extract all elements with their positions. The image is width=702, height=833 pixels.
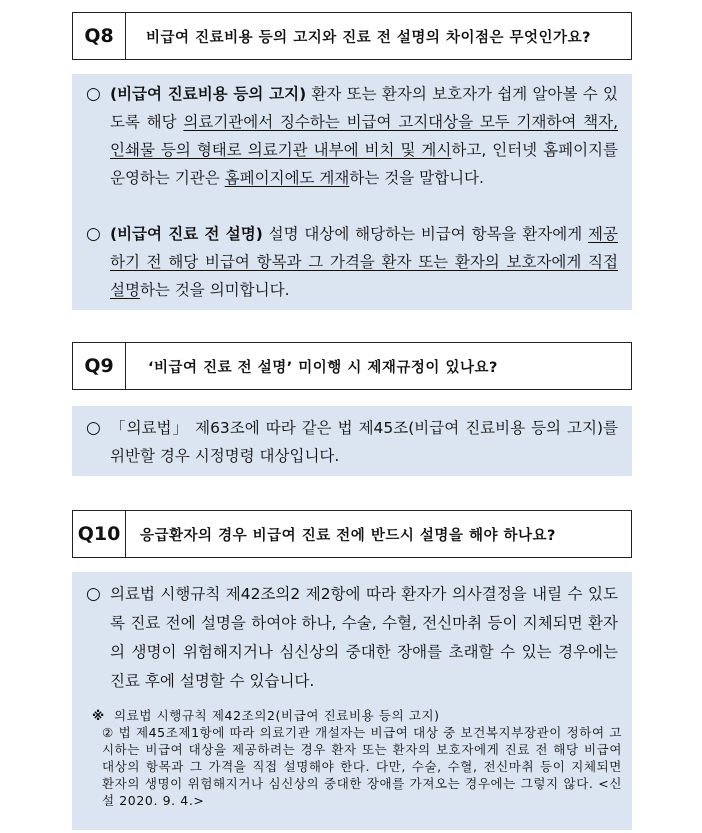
q8-answer-2-text2: 하는 것을 의미합니다.: [139, 281, 290, 299]
q10-note-body: ② 법 제45조제1항에 따라 의료기관 개설자는 비급여 대상 중 보건복지부장관이 정하여 고시하는 비급여 대상을 제공하려는 경우 환자 또는 환자의 보호자에게 진료 전 해당 비급여 대상의 항목과 그 가격을 직접 설명해야 한다. 다만, 수술, 수혈, 전신마취 등이 지체되면 환자의 생명이 위험해지거나 심신상의 중대한 장애를 가져오는 경우에는 그렇지 않다. <신설 2020. 9. 4.>: [102, 725, 622, 808]
q8-question: [125, 12, 632, 60]
q10-answer: 의료법 시행규칙 제42조의2 제2항에 따라 환자가 의사결정을 내릴 수 있도록 진료 전에 설명을 하여야 하나, 수술, 수혈, 전신마취 등이 지체되면 환자의 생명이 위험해지거나 심신상의 중대한 장애를 초래할 수 있는 경우에는 진료 후에 설명할 수 있습니다.: [110, 585, 618, 690]
q8-bullet-2: ○: [86, 224, 101, 244]
q10-bullet: ○: [86, 584, 101, 604]
q8-answer-1-underline1: 의료기관에서 징수하는 비급여 고지대상을 모두 기재하여 책자, 인쇄물 등의 형태로 의료기관 내부에 비치 및 게시: [110, 113, 619, 159]
q8-answer-2: [110, 220, 618, 304]
q8-question-text: 비급여 진료비용 등의 고지와 진료 전 설명의 차이점은 무엇인가요?: [146, 29, 591, 46]
q10-label: Q10: [72, 510, 126, 558]
q9-question: [125, 342, 632, 390]
q8-answer-1-text2: 하고, 인터넷 홈페이지를 운영하는 기관은: [110, 141, 619, 187]
q8-answer-1-underline2: 홈페이지에도 게재: [224, 169, 350, 187]
q8-answer-1: [110, 80, 618, 192]
q10-note-title: 의료법 시행규칙 제42조의2(비급여 진료비용 등의 고지): [114, 708, 440, 723]
q8-answer-2-head: (비급여 진료 전 설명): [110, 225, 263, 243]
q9-question-text: ‘비급여 진료 전 설명’ 미이행 시 제재규정이 있나요?: [148, 359, 498, 376]
q9-label: Q9: [72, 342, 126, 390]
q10-note-mark: ※: [92, 708, 105, 723]
q9-bullet: ○: [86, 418, 101, 438]
q10-question: [125, 510, 632, 558]
q8-label: Q8: [72, 12, 126, 60]
q8-answer-1-text3: 하는 것을 말합니다.: [349, 169, 484, 187]
q10-question-text: 응급환자의 경우 비급여 진료 전에 반드시 설명을 해야 하나요?: [140, 527, 556, 544]
q8-answer-2-underline1: 제공하기 전 해당 비급여 항목과 그 가격을 환자 또는 환자의 보호자에게 직접 설명: [110, 225, 618, 299]
q8-bullet-1: ○: [86, 84, 101, 104]
q8-answer-1-text1: 환자 또는 환자의 보호자가 쉽게 알아볼 수 있도록 해당: [110, 85, 618, 131]
q9-answer: 「의료법」 제63조에 따라 같은 법 제45조(비급여 진료비용 등의 고지)를 위반할 경우 시정명령 대상입니다.: [110, 419, 618, 465]
q8-answer-1-head: (비급여 진료비용 등의 고지): [110, 85, 307, 103]
q8-answer-2-text1: 설명 대상에 해당하는 비급여 항목을 환자에게: [262, 225, 589, 243]
